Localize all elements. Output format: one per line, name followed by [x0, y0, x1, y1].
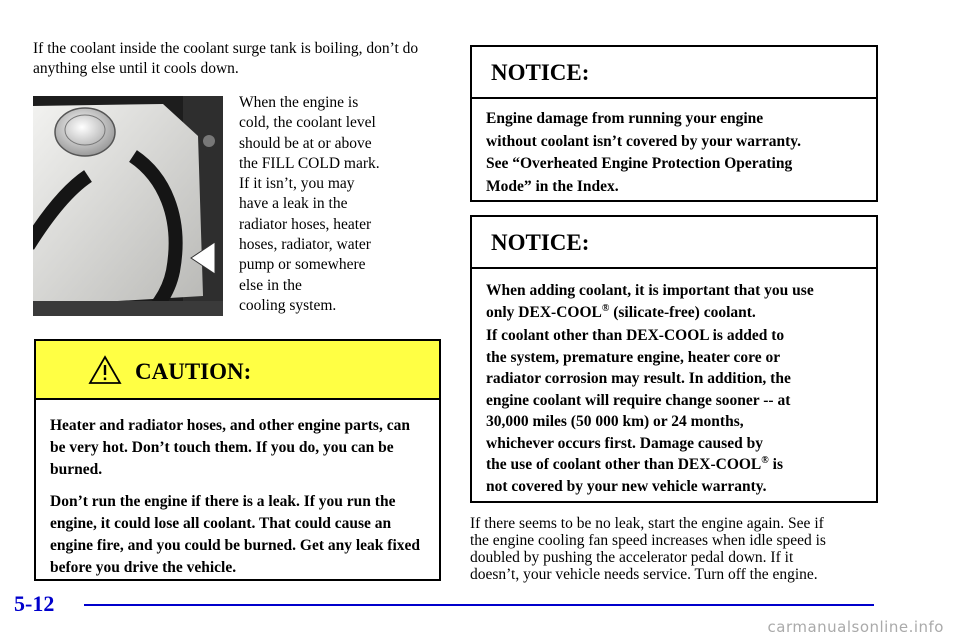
notice-text: only DEX-COOL: [486, 303, 602, 321]
notice-line: without coolant isn’t covered by your warranty.: [486, 132, 802, 150]
registered-mark: ®: [601, 302, 610, 314]
notice-text: (silicate-free) coolant.: [609, 303, 756, 321]
coolant-surge-tank-photo: [33, 96, 223, 316]
side-text-line: hoses, radiator, water: [239, 236, 371, 254]
notice-line: If coolant other than DEX-COOL is added to: [486, 327, 785, 344]
after-paragraph: [470, 515, 880, 583]
side-text-line: the FILL COLD mark.: [239, 154, 380, 172]
footer-rule: [84, 604, 874, 606]
notice-line: 30,000 miles (50 000 km) or 24 months,: [486, 413, 744, 430]
notice-line: [486, 454, 862, 476]
caution-paragraph: Heater and radiator hoses, and other engine parts, can be very hot. Don’t touch them. If you do, you can be burned.: [50, 417, 410, 478]
after-line: If there seems to be no leak, start the engine again. See if: [470, 515, 824, 532]
caution-header: [36, 341, 439, 400]
notice-header: [472, 217, 876, 269]
side-text-line: else in the: [239, 276, 302, 294]
warning-triangle-icon: [88, 355, 122, 385]
watermark: carmanualsonline.info: [767, 618, 944, 636]
caution-title: CAUTION:: [135, 359, 252, 384]
notice-line: See “Overheated Engine Protection Operating: [486, 155, 793, 172]
side-text-line: cold, the coolant level: [239, 114, 376, 132]
notice-paragraph: [486, 280, 862, 323]
caution-paragraph: Don’t run the engine if there is a leak. If you run the engine, it could lose all coolant. That could cause an engine fire, and you could be burned. Get any leak fixed before you drive the vehicle.: [50, 493, 421, 576]
side-text-line: should be at or above: [239, 134, 372, 152]
side-text-line: If it isn’t, you may: [239, 175, 355, 193]
after-line: doubled by pushing the accelerator pedal down. If it: [470, 549, 794, 566]
notice-text: the use of coolant other than DEX-COOL: [486, 456, 762, 473]
after-line: the engine cooling fan speed increases when idle speed is: [470, 532, 826, 549]
notice-line: Mode” in the Index.: [486, 177, 619, 195]
side-text-line: pump or somewhere: [239, 256, 366, 274]
notice-line: radiator corrosion may result. In addition, the: [486, 370, 791, 387]
notice-line: [486, 302, 862, 324]
notice-paragraph: [486, 325, 862, 497]
notice-box-warranty: [470, 45, 878, 202]
notice-line: whichever occurs first. Damage caused by: [486, 434, 763, 452]
notice-line: the system, premature engine, heater core or: [486, 348, 781, 366]
page-number: 5-12: [14, 591, 55, 616]
notice-body: [472, 99, 876, 198]
caution-box: [34, 339, 441, 581]
notice-text: is: [768, 456, 783, 473]
after-line: doesn’t, your vehicle needs service. Turn off the engine.: [470, 566, 818, 583]
side-text-line: have a leak in the: [239, 195, 348, 213]
caution-body: [36, 400, 439, 579]
notice-title: NOTICE:: [491, 60, 590, 85]
notice-box-coolant: [470, 215, 878, 503]
side-text-line: radiator hoses, heater: [239, 215, 372, 233]
side-text: [239, 93, 439, 316]
notice-line: Engine damage from running your engine: [486, 110, 764, 127]
coolant-tank-image: [33, 96, 223, 316]
notice-header: [472, 47, 876, 99]
side-text-line: When the engine is: [239, 94, 359, 111]
notice-title: NOTICE:: [491, 230, 590, 255]
notice-line: not covered by your new vehicle warranty.: [486, 477, 767, 495]
registered-mark: ®: [761, 454, 769, 466]
notice-body: [472, 269, 876, 497]
intro-paragraph: If the coolant inside the coolant surge tank is boiling, don’t do anything else until it cools down.: [33, 40, 419, 77]
notice-line: engine coolant will require change sooner -- at: [486, 391, 791, 409]
notice-line: When adding coolant, it is important that you use: [486, 282, 814, 299]
side-text-line: cooling system.: [239, 296, 337, 314]
